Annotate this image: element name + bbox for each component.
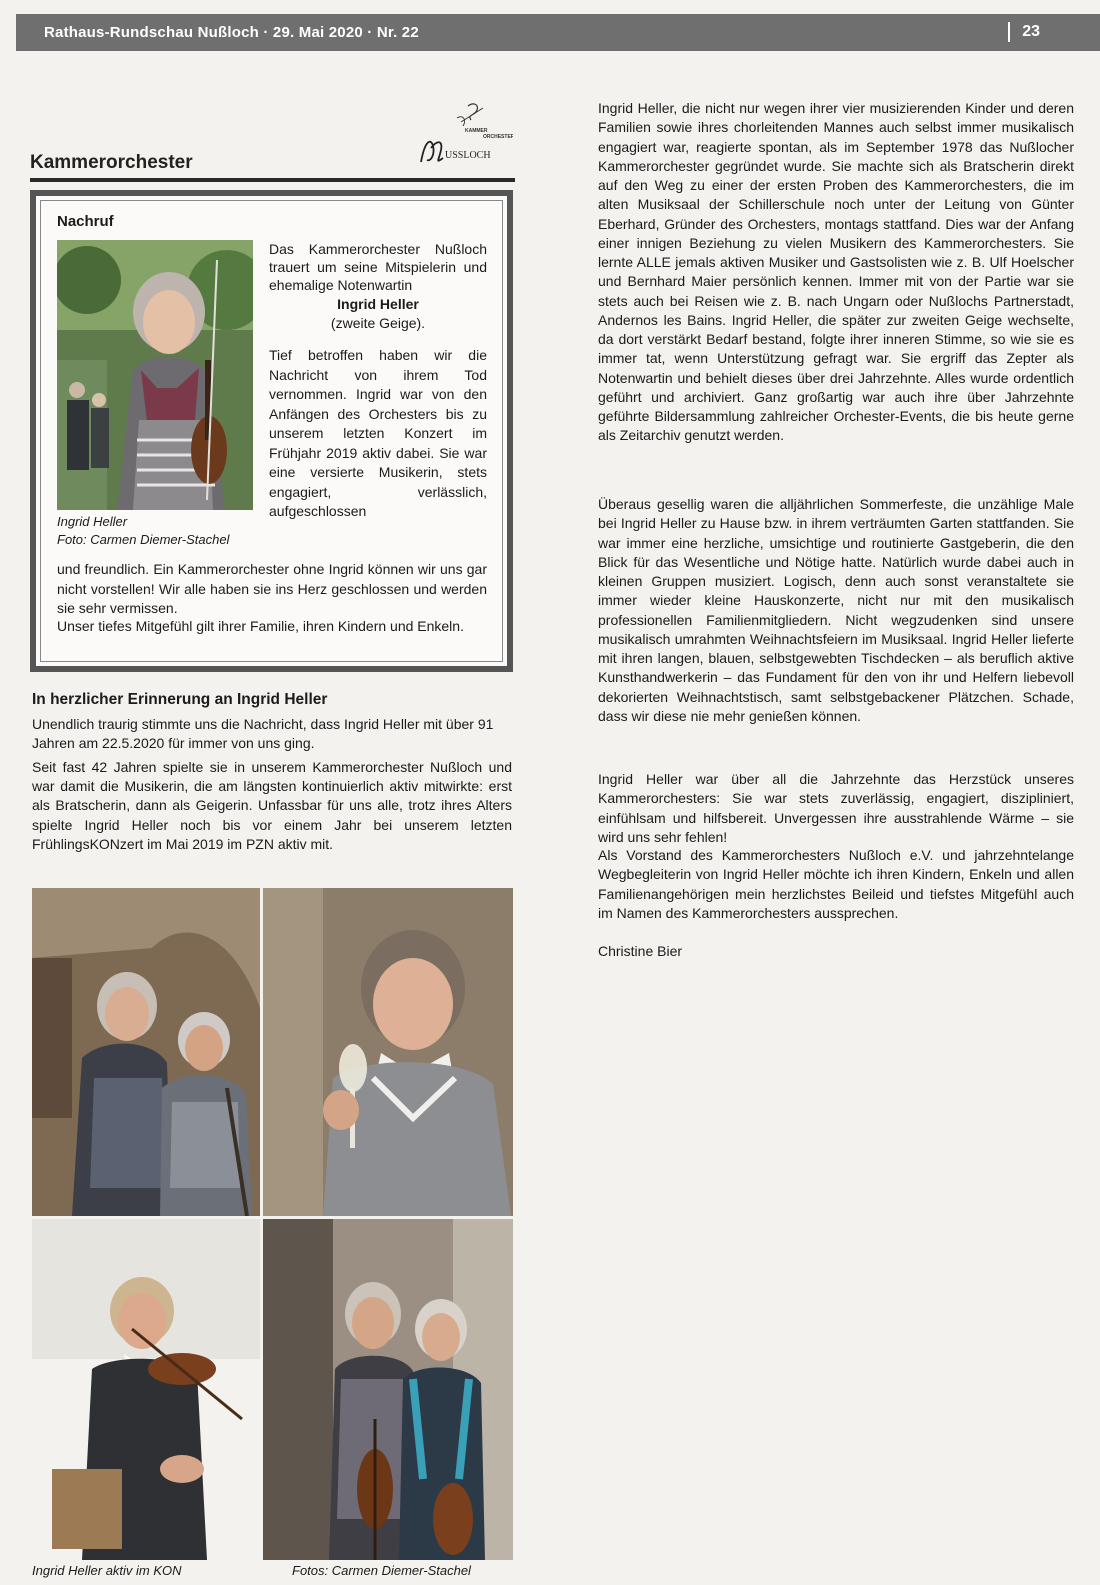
publication-title: Rathaus-Rundschau Nußloch · 29. Mai 2020 · Nr. 22 bbox=[44, 24, 419, 41]
obituary-body: Tief betroffen haben wir die Nachricht von ihrem Tod vernommen. Ingrid war von den Anfängen des Orchesters bis zu unserem letzten Konzert im Frühjahr 2019 aktiv dabei. Sie war eine versierte Musikerin, stets engagiert, verlässlich, aufgeschlossen bbox=[269, 347, 487, 519]
orchestra-logo bbox=[413, 100, 513, 174]
photo-grid-caption-right: Fotos: Carmen Diemer-Stachel bbox=[292, 1563, 471, 1578]
section-label: Kammerorchester bbox=[30, 152, 193, 173]
logo-wordmark: USSLOCH bbox=[445, 150, 491, 161]
right-column-paragraph-1: Ingrid Heller, die nicht nur wegen ihrer vier musizierenden Kinder und deren Familien sowie ihres chorleitenden Mannes auch selbst immer musikalisch engagiert war, reagierte spontan, als im September 1978 das Nußlocher Kammerorchester gegründet wurde. Sie machte sich als Bratscherin direkt auf den Weg zu einer der ersten Proben des Kammerorchesters, die im alten Musiksaal der Schillerschule noch unter der Leitung von Günter Eberhard, Gründer des Orchesters, montags stattfand. Dies war der Anfang einer innigen Beziehung zu vielen Musikern des Kammerorchesters. Sie lernte ALLE jemals aktiven Musiker und Gastsolisten wie z. B. Ulf Hoelscher und Bernhard Maier persönlich kennen. Immer mit von der Partie war sie stets auch bei Reisen wie z. B. nach Ungarn oder Nußlochs Partnerstadt, Andernos les Bains. Ingrid Heller, die später zur zweiten Geige wechselte, da dort verstärkt Bedarf bestand, folgte ihrer inneren Stimme, so wie sie es immer tat, wenn Unterstützung gefragt war. Sie ergriff das Zepter als Notenwartin und behielt dieses über drei Jahrzehnte. Alles wurde ordentlich geführt und archiviert. Ganz großartig war auch ihre über Jahrzehnte geführte Bildersammlung zahlreicher Orchester-Events, die bis heute gerne als Zeitarchiv genutzt werden. bbox=[598, 100, 1074, 444]
photo-two-women bbox=[32, 888, 260, 1216]
photo-grid-caption-left: Ingrid Heller aktiv im KON bbox=[32, 1563, 182, 1578]
page-number: 23 bbox=[1022, 23, 1040, 40]
page-header-bar bbox=[16, 14, 1100, 51]
photo-two-women-with-violins bbox=[263, 1219, 513, 1560]
portrait-caption-credit: Foto: Carmen Diemer-Stachel bbox=[57, 532, 230, 547]
photo-woman-with-violin-seated bbox=[32, 1219, 260, 1560]
header-divider bbox=[1008, 22, 1010, 42]
obituary-heading: Nachruf bbox=[57, 213, 114, 230]
obituary-intro: Das Kammerorchester Nußloch trauert um seine Mitspielerin und ehemalige Notenwartin bbox=[269, 241, 487, 293]
remembrance-paragraph-1: Unendlich traurig stimmte uns die Nachricht, dass Ingrid Heller mit über 91 Jahren am 22.5.2020 für immer von uns ging. bbox=[32, 716, 494, 751]
remembrance-headline: In herzlicher Erinnerung an Ingrid Heller bbox=[32, 691, 328, 708]
right-column-paragraph-4: Als Vorstand des Kammerorchesters Nußloch e.V. und jahrzehntelange Wegbegleiterin von Ingrid Heller möchte ich ihren Kindern, Enkeln und allen Familienangehörigen mein herzlichstes Beileid und tiefstes Mitgefühl auch im Namen des Kammerorchesters aussprechen. bbox=[598, 847, 1074, 921]
photo-woman-with-glass bbox=[263, 888, 513, 1216]
portrait-photo bbox=[57, 240, 253, 510]
right-column-paragraph-2: Überaus gesellig waren die alljährlichen Sommerfeste, die unzählige Male bei Ingrid Heller zu Hause bzw. in ihrem verträumten Garten stattfanden. Sie war immer eine herzliche, umsichtige und routinierte Gastgeberin, die den Blick für das Wesentliche und Nötige hatte. Natürlich wurde dabei auch in kleinen Gruppen musiziert. Logisch, denn auch sonst veranstaltete sie immer wieder kleine Hauskonzerte, nicht nur mit den musikalisch professionellen Familienmitgliedern. Nicht wegzudenken sind unsere musikalisch umrahmten Weihnachtsfeiern im Musiksaal. Ingrid Heller lieferte mit ihren langen, blauen, selbstgewebten Tischdecken – als beruflich aktive Kunsthandwerkerin – das Fundament für den von ihr und Helfern liebevoll dekorierten Weihnachtstisch, samt selbstgebackener Plätzchen. Schade, dass wir diese nie mehr genießen können. bbox=[598, 496, 1074, 724]
logo-text-top: KAMMER bbox=[465, 128, 488, 134]
obituary-body-continued: und freundlich. Ein Kammerorchester ohne Ingrid können wir uns gar nicht vorstellen! Wir alle haben sie ins Herz geschlossen und werden sie sehr vermissen. bbox=[57, 561, 487, 616]
remembrance-paragraph-2: Seit fast 42 Jahren spielte sie in unserem Kammerorchester Nußloch und war damit die Musikerin, die am längsten kontinuierlich aktiv mitwirkte: erst als Bratscherin, dann als Geigerin. Unfassbar für uns alle, trotz ihres Alters spielte Ingrid Heller noch bis vor einem Jahr bei unserem letzten FrühlingsKONzert im Mai 2019 im PZN aktiv mit. bbox=[32, 759, 512, 852]
portrait-caption-name: Ingrid Heller bbox=[57, 514, 128, 529]
right-column-paragraph-3: Ingrid Heller war über all die Jahrzehnte das Herzstück unseres Kammerorchesters: Sie war stets zuverlässig, engagiert, diszipliniert, einfühlsam und hilfsbereit. Unvergessen ihre ausstrahlende Wärme – sie wird uns sehr fehlen! bbox=[598, 771, 1074, 845]
signature: Christine Bier bbox=[598, 943, 683, 959]
obituary-name: Ingrid Heller bbox=[337, 296, 419, 312]
logo-text-mid: ORCHESTER bbox=[483, 134, 513, 140]
obituary-closing: Unser tiefes Mitgefühl gilt ihrer Familie, ihren Kindern und Enkeln. bbox=[57, 618, 464, 634]
obituary-role: (zweite Geige). bbox=[330, 315, 426, 331]
